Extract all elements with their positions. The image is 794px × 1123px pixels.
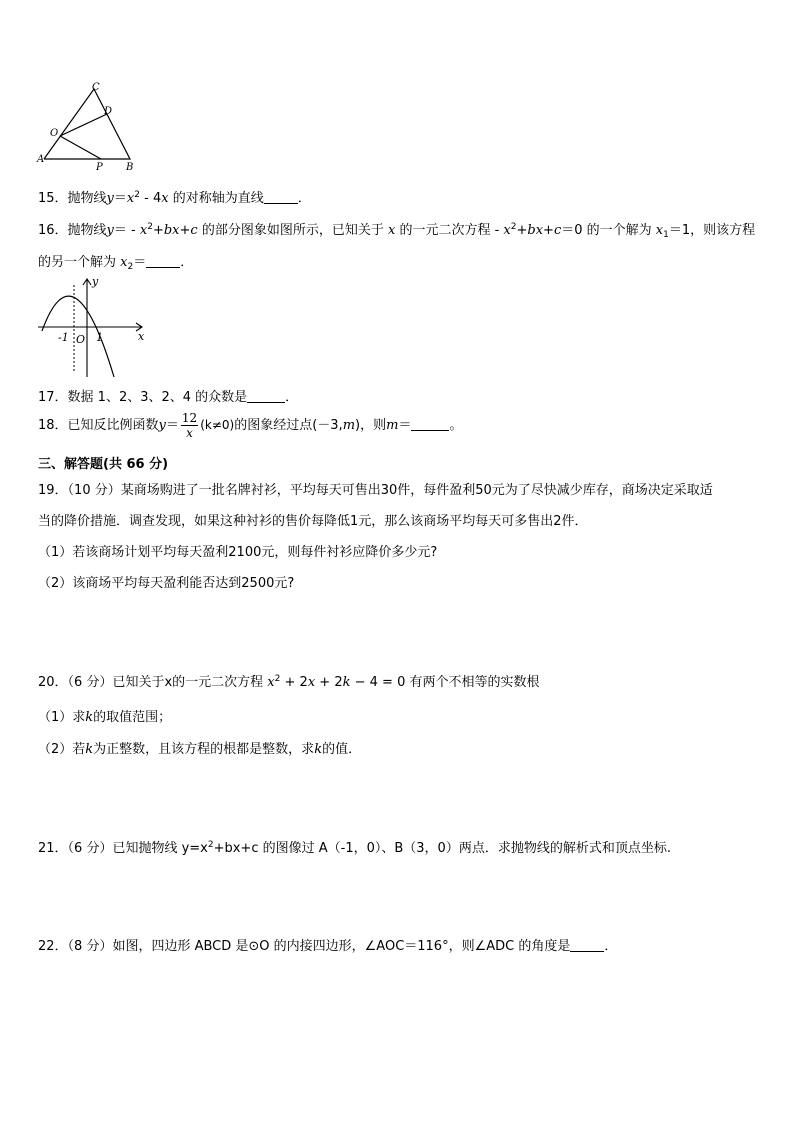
label-one: 1	[96, 331, 103, 344]
q18-m2: m	[386, 418, 399, 433]
q20-sub2-prefix: （2）若	[38, 742, 86, 757]
q22-answer-blank[interactable]	[570, 939, 604, 952]
q16-plus: +	[543, 223, 554, 238]
label-p: P	[96, 162, 103, 173]
q17-answer-blank[interactable]	[247, 390, 285, 403]
q16-plus: +	[152, 223, 164, 238]
q20-eq-x2: x	[307, 675, 316, 690]
question-15	[38, 187, 311, 206]
q16-x2-sym: x	[120, 255, 128, 270]
q16-mid2: 的一元二次方程 -	[395, 223, 504, 238]
q20-eq-part3: − 4 = 0	[350, 675, 406, 690]
q16-x2: x	[503, 223, 511, 238]
q16-eq: ＝ -	[113, 223, 140, 238]
q20-sub2-k: k	[85, 742, 94, 757]
label-origin: O	[76, 333, 86, 346]
q16-xvar: x	[387, 223, 396, 238]
q16-c2: c	[553, 223, 562, 238]
question-20	[38, 671, 539, 690]
q21-prefix: 21．（6 分）已知抛物线 y=x	[38, 841, 208, 856]
q16-exp: 2	[147, 222, 153, 232]
q16-y: y	[106, 223, 114, 238]
q20-sub1-tail: 的取值范围；	[93, 710, 172, 725]
question-19-line1: 19．（10 分）某商场购进了一批名牌衬衫，平均每天可售出30件，每件盈利50元为了尽快减少库存，商场决定采取适	[38, 483, 713, 498]
q16-c: c	[190, 223, 198, 238]
q20-xvar: x	[164, 675, 173, 690]
q16-sub2: 2	[127, 262, 134, 272]
q16-x: x	[139, 223, 148, 238]
q16-plus: +	[516, 223, 528, 238]
q16-mid4: ＝1，则该方程	[668, 223, 756, 238]
q20-sub2-mid: 为正整数，且该方程的根都是整数，求	[93, 742, 315, 757]
q16-x1: x	[655, 223, 664, 238]
parabola-figure	[34, 273, 154, 381]
q15-mid: - 4	[140, 191, 162, 206]
question-22	[38, 935, 617, 954]
q15-exp: 2	[134, 190, 140, 200]
q16-bx2: bx	[527, 223, 544, 238]
label-neg1: -1	[58, 331, 69, 344]
q17-text: 17．数据 1、2、3、2、4 的众数是	[38, 390, 248, 405]
q18-mid2: )，则	[355, 418, 387, 433]
question-16-line2	[38, 251, 193, 272]
q16-mid3: ＝0 的一个解为	[561, 223, 656, 238]
question-19-sub1: （1）若该商场计划平均每天盈利2100元，则每件衬衫应降价多少元?	[38, 545, 438, 560]
q21-exp: 2	[207, 840, 214, 850]
q15-end: ．	[297, 191, 311, 206]
q16-sub1: 1	[663, 230, 669, 240]
label-a: A	[37, 154, 45, 165]
q15-tail: 的对称轴为直线	[168, 191, 264, 206]
label-d: D	[104, 106, 113, 117]
question-18	[38, 412, 462, 439]
question-20-sub1	[38, 706, 171, 725]
q15-y: y	[106, 191, 114, 206]
q21-tail: +bx+c 的图像过 A（-1，0）、B（3，0）两点．求抛物线的解析式和顶点坐标.	[213, 841, 671, 856]
q15-answer-blank[interactable]	[264, 191, 298, 204]
q18-fraction	[181, 412, 198, 439]
question-16-line1	[38, 219, 755, 240]
section-3-title: 三、解答题(共 66 分)	[38, 457, 169, 472]
q18-condition: (k≠0)	[200, 418, 235, 432]
question-21	[38, 837, 671, 856]
q20-sub1-k: k	[85, 710, 94, 725]
q20-tail: 有两个不相等的实数根	[405, 675, 540, 690]
q16-bx: bx	[163, 223, 180, 238]
segment-op	[60, 136, 101, 159]
q16-prefix: 16．抛物线	[38, 223, 107, 238]
q20-prefix: 20．（6 分）已知关于	[38, 675, 165, 690]
q18-m: m	[342, 418, 356, 433]
q18-mid: 的图象经过点(－3,	[234, 418, 343, 433]
q20-eq-exp: 2	[274, 674, 281, 684]
q15-x: x	[126, 191, 135, 206]
label-x: x	[138, 330, 145, 343]
q16-line2-eq: ＝	[133, 255, 147, 270]
question-19-sub2: （2）该商场平均每天盈利能否达到2500元?	[38, 576, 295, 591]
q18-frac-denominator: x	[186, 426, 193, 440]
q16-line2-prefix: 的另一个解为	[38, 255, 121, 270]
q17-end: ．	[285, 390, 299, 405]
q18-frac-numerator: 12	[181, 411, 198, 425]
q16-mid: 的部分图象如图所示，已知关于	[197, 223, 388, 238]
q20-eq-part2: + 2	[315, 675, 343, 690]
segment-od	[60, 114, 107, 136]
q20-mid: 的一元二次方程	[172, 675, 268, 690]
q20-eq-x: x	[267, 675, 275, 690]
label-b: B	[126, 162, 134, 173]
label-y: y	[92, 275, 99, 288]
label-c: C	[92, 82, 100, 93]
q20-sub1-prefix: （1）求	[38, 710, 86, 725]
label-o: O	[50, 128, 59, 139]
q18-end: 。	[449, 418, 463, 433]
q15-eq: ＝	[113, 191, 127, 206]
triangle-figure	[34, 80, 144, 175]
q20-eq-k: k	[342, 675, 351, 690]
q18-y: y	[158, 418, 166, 433]
q22-text: 22．（8 分）如图，四边形 ABCD 是⊙O 的内接四边形，∠AOC＝116°，则∠ADC 的角度是	[38, 939, 571, 954]
q16-plus: +	[179, 223, 191, 238]
question-20-sub2	[38, 738, 361, 757]
q20-eq-part1: + 2	[280, 675, 308, 690]
q18-answer-blank[interactable]	[411, 418, 449, 431]
q20-sub2-tail: 的值．	[322, 742, 362, 757]
q18-prefix: 18．已知反比例函数	[38, 418, 159, 433]
question-17	[38, 386, 298, 405]
q16-answer-blank[interactable]	[146, 255, 180, 268]
q16-end: ．	[180, 255, 194, 270]
q18-eq: ＝	[165, 418, 179, 433]
q16-exp2: 2	[510, 222, 517, 232]
q20-sub2-k2: k	[314, 742, 323, 757]
q18-eq2: ＝	[398, 418, 412, 433]
q15-prefix: 15．抛物线	[38, 191, 107, 206]
q15-x2: x	[161, 191, 169, 206]
q22-end: ．	[604, 939, 618, 954]
question-19-line2: 当的降价措施．调查发现，如果这种衬衫的售价每降低1元，那么该商场平均每天可多售出2件．	[38, 514, 588, 529]
